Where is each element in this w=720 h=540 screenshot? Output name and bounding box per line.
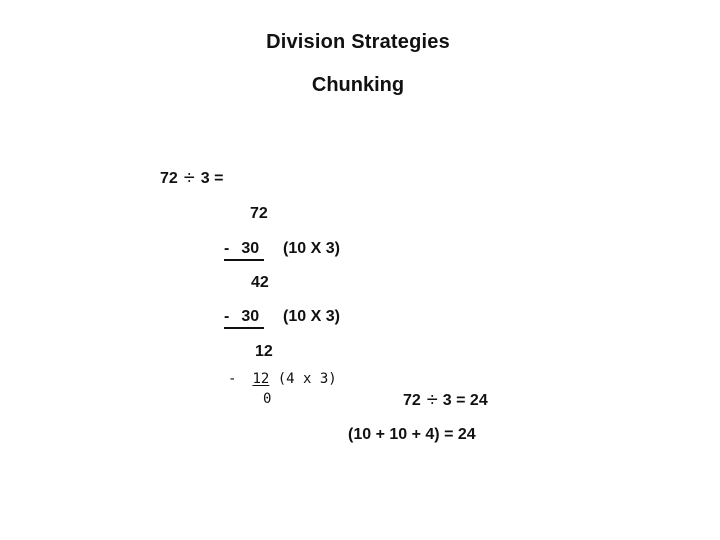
answer-breakdown: (10 + 10 + 4) = 24 <box>348 426 476 443</box>
answer-equation <box>403 388 488 411</box>
step2-row <box>224 308 264 329</box>
step2-value-underlined <box>224 308 264 329</box>
step1-row <box>224 240 264 261</box>
step3-note: (4 x 3) <box>269 371 337 387</box>
page-title: Division Strategies <box>266 31 450 53</box>
step3-minus: - <box>228 371 237 387</box>
remainder1-value: 42 <box>251 274 269 291</box>
division-problem <box>160 166 223 189</box>
page-subtitle: Chunking <box>311 74 405 96</box>
problem-divisor: 3 = <box>200 170 224 187</box>
answer-dividend: 72 <box>403 392 421 409</box>
step1-value: 30 <box>241 240 260 257</box>
work-start-value: 72 <box>250 205 268 222</box>
step2-minus: - <box>224 308 230 325</box>
answer-result: 3 = 24 <box>442 392 488 409</box>
step1-note: (10 X 3) <box>283 240 340 257</box>
step1-value-underlined <box>224 240 264 261</box>
step3-row <box>228 371 337 387</box>
remainder3-value: 0 <box>263 391 272 407</box>
step3-value: 12 <box>252 371 270 387</box>
remainder2-value: 12 <box>255 343 273 360</box>
step2-note: (10 X 3) <box>283 308 340 325</box>
step2-value: 30 <box>241 308 260 325</box>
step1-minus: - <box>224 240 230 257</box>
answer-divide-icon: ÷ <box>426 389 438 411</box>
divide-icon: ÷ <box>183 167 195 189</box>
problem-dividend: 72 <box>160 170 178 187</box>
